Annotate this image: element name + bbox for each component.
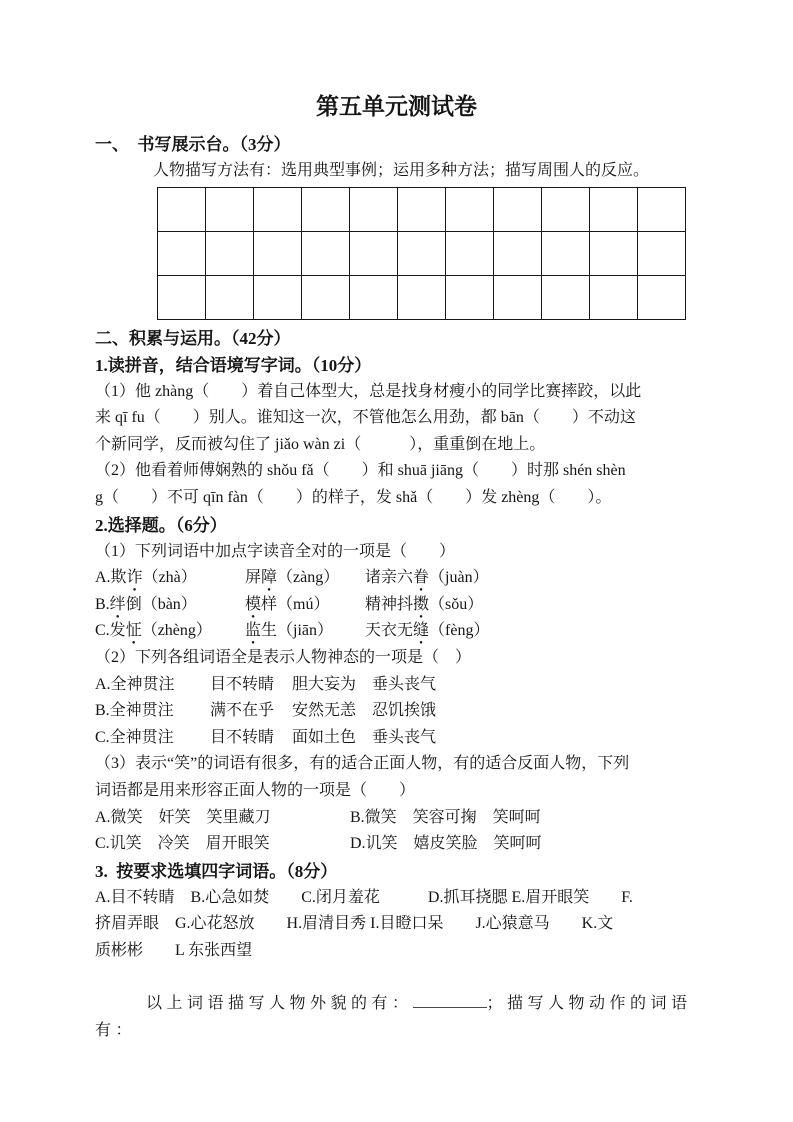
question-1-heading: 1.读拼音，结合语境写字词。（10分） — [95, 355, 372, 375]
writing-grid-cell — [398, 231, 446, 275]
writing-grid-cell — [590, 231, 638, 275]
writing-grid-cell — [494, 275, 542, 319]
q2-sub3-option-row-ab — [95, 805, 705, 832]
option-word: 胆大妄为 — [292, 675, 357, 693]
option-group: A.微笑 奸笑 笑里藏刀 — [95, 808, 271, 826]
q2-sub1-option-row-a — [95, 565, 705, 592]
option-word: B.绊 ●倒（bàn） — [95, 592, 245, 619]
option-word: A.欺诈 ●（zhà） — [95, 565, 245, 592]
q2-sub2-option-row-a — [95, 672, 705, 699]
paper-content — [95, 131, 705, 1071]
q2-sub2-option-row-b — [95, 698, 705, 725]
writing-grid-cell — [398, 187, 446, 231]
q2-sub1-option-row-c — [95, 618, 705, 645]
writing-grid-cell — [158, 275, 206, 319]
writing-grid-cell — [302, 187, 350, 231]
writing-grid-cell — [350, 231, 398, 275]
q2-sub3-stem-line: 词语都是用来形容正面人物的一项是（ ） — [95, 781, 416, 799]
answer-blank-underline — [413, 993, 487, 1008]
writing-grid-cell — [638, 275, 686, 319]
q3-word-bank-line: 挤眉弄眼 G.心花怒放 H.眉清目秀 I.目瞪口呆 J.心猿意马 K.文 — [95, 915, 614, 933]
option-word: B.全神贯注 — [95, 702, 174, 720]
writing-grid-cell — [494, 187, 542, 231]
q2-sub3-stem-line: （3）表示“笑”的词语有很多，有的适合正面人物，有的适合反面人物，下列 — [95, 755, 630, 773]
option-word: 满不在乎 — [210, 702, 275, 720]
q2-sub1-option-row-b — [95, 592, 705, 619]
section-2-heading: 二、积累与运用。（42分） — [95, 328, 291, 348]
option-word: 精神抖擞 ●（sǒu） — [365, 592, 705, 619]
writing-grid-cell — [590, 275, 638, 319]
q3-word-bank-line: A.目不转睛 B.心急如焚 C.闭月羞花 D.抓耳挠腮 E.眉开眼笑 F. — [95, 888, 633, 906]
option-group: D.讥笑 嬉皮笑脸 笑呵呵 — [350, 835, 542, 853]
option-word: 面如土色 — [292, 728, 357, 746]
writing-grid-cell — [158, 231, 206, 275]
q3-fill-before: 以上词语描写人物外貌的有： — [146, 995, 413, 1013]
q1-item2-line: g（ ）不可 qīn fàn（ ）的样子，发 shǎ（ ）发 zhèng（ ）。 — [95, 488, 612, 506]
writing-grid-cell — [302, 231, 350, 275]
option-group: C.讥笑 冷笑 眉开眼笑 — [95, 835, 270, 853]
writing-grid-cell — [206, 275, 254, 319]
option-word: 目不转睛 — [210, 728, 275, 746]
writing-grid-cell — [254, 275, 302, 319]
question-2-heading: 2.选择题。（6分） — [95, 515, 227, 535]
option-word: 屏障 ●（zàng） — [245, 565, 365, 592]
q1-item1-line: 来 qī fu（ ）别人。谁知这一次，不管他怎么用劲，都 bān（ ）不动这 — [95, 409, 636, 427]
writing-grid-cell — [350, 275, 398, 319]
q3-fill-after: ；描写人物动作的词语有： — [95, 995, 692, 1039]
q1-item1-line: 个新同学，反而被勾住了 jiǎo wàn zi（ ），重重倒在地上。 — [95, 435, 546, 453]
option-word: 垂头丧气 — [372, 675, 437, 693]
writing-grid-cell — [590, 187, 638, 231]
option-word: 天衣无缝 ●（fèng） — [365, 618, 705, 645]
option-word: C.全神贯注 — [95, 728, 174, 746]
option-word: A.全神贯注 — [95, 675, 175, 693]
q2-sub2-option-row-c — [95, 725, 705, 752]
q1-item2-line: （2）他看着师傅娴熟的 shǒu fǎ（ ）和 shuā jiāng（ ）时那 shén shèn — [95, 462, 626, 480]
writing-grid-cell — [302, 275, 350, 319]
option-word: 安然无恙 — [292, 702, 357, 720]
writing-grid-cell — [494, 231, 542, 275]
page-title: 第五单元测试卷 — [316, 94, 477, 119]
writing-grid-cell — [542, 231, 590, 275]
option-word: 垂头丧气 — [372, 728, 437, 746]
writing-grid-cell — [446, 231, 494, 275]
option-word: 诸亲六眷 ●（juàn） — [365, 565, 705, 592]
option-word: 目不转睛 — [210, 675, 275, 693]
option-word: 忍饥挨饿 — [372, 702, 437, 720]
writing-grid-cell — [398, 275, 446, 319]
q1-item1-line: （1）他 zhàng（ ）着自己体型大，总是找身材瘦小的同学比赛摔跤，以此 — [95, 382, 642, 400]
writing-grid-cell — [542, 187, 590, 231]
option-word: 监 ●生（jiān） — [245, 618, 365, 645]
writing-grid-cell — [254, 187, 302, 231]
q3-word-bank-line: 质彬彬 L 东张西望 — [95, 941, 253, 959]
writing-instruction: 人物描写方法有：选用典型事例；运用多种方法；描写周围人的反应。 — [153, 162, 650, 179]
q3-fill-line — [95, 964, 705, 1070]
writing-grid-cell — [638, 231, 686, 275]
writing-grid-cell — [350, 187, 398, 231]
writing-grid-cell — [254, 231, 302, 275]
option-word: 模 ●样（mú） — [245, 592, 365, 619]
q2-sub2-stem: （2）下列各组词语全是表示人物神态的一项是（ ） — [95, 648, 472, 666]
q2-sub3-option-row-cd — [95, 831, 705, 858]
option-word: C.发怔 ●（zhèng） — [95, 618, 245, 645]
writing-grid-cell — [542, 275, 590, 319]
writing-grid-cell — [446, 187, 494, 231]
section-1-heading: 一、 书写展示台。（3分） — [95, 135, 291, 154]
writing-grid-cell — [206, 231, 254, 275]
writing-grid-cell — [446, 275, 494, 319]
q2-sub1-stem: （1）下列词语中加点字读音全对的一项是（ ） — [95, 542, 456, 560]
writing-grid-cell — [638, 187, 686, 231]
writing-grid-cell — [206, 187, 254, 231]
writing-grid-cell — [158, 187, 206, 231]
option-group: B.微笑 笑容可掬 笑呵呵 — [350, 808, 541, 826]
question-3-heading: 3. 按要求选填四字词语。（8分） — [95, 861, 338, 881]
writing-grid-body — [158, 187, 686, 319]
writing-grid — [157, 187, 686, 320]
